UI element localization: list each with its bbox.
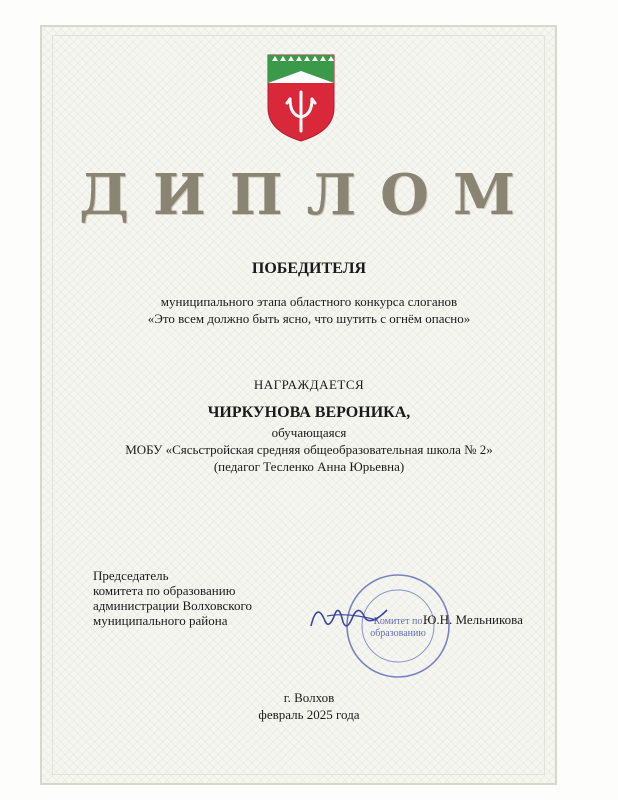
coat-of-arms-icon [266, 53, 336, 143]
position-line: администрации Волховского [93, 598, 252, 613]
signer-name: Ю.Н. Мельникова [423, 612, 523, 627]
recipient-name: ЧИРКУНОВА ВЕРОНИКА, [207, 404, 411, 421]
diploma-title: ДИПЛОМ [79, 162, 539, 228]
teacher-name: (педагог Тесленко Анна Юрьевна) [213, 459, 405, 474]
contest-stage: муниципального этапа областного конкурса слоганов [160, 294, 458, 309]
svg-text:Комитет по: Комитет по [373, 616, 423, 627]
winner-heading: ПОБЕДИТЕЛЯ [251, 260, 367, 277]
position-line: комитета по образованию [93, 583, 236, 598]
school-name: МОБУ «Сясьстройская средняя общеобразовательная школа № 2» [125, 442, 493, 457]
svg-text:образованию: образованию [370, 628, 426, 639]
position-line: Председатель [93, 568, 169, 583]
city: г. Волхов [283, 690, 335, 705]
student-status: обучающаяся [271, 425, 347, 440]
position-line: муниципального района [93, 613, 228, 628]
contest-slogan: «Это всем должно быть ясно, что шутить с огнём опасно» [147, 311, 471, 326]
handwritten-signature [307, 596, 397, 636]
issue-date: февраль 2025 года [258, 707, 360, 722]
signer-position [93, 568, 252, 628]
awarded-label: НАГРАЖДАЕТСЯ [253, 377, 365, 392]
